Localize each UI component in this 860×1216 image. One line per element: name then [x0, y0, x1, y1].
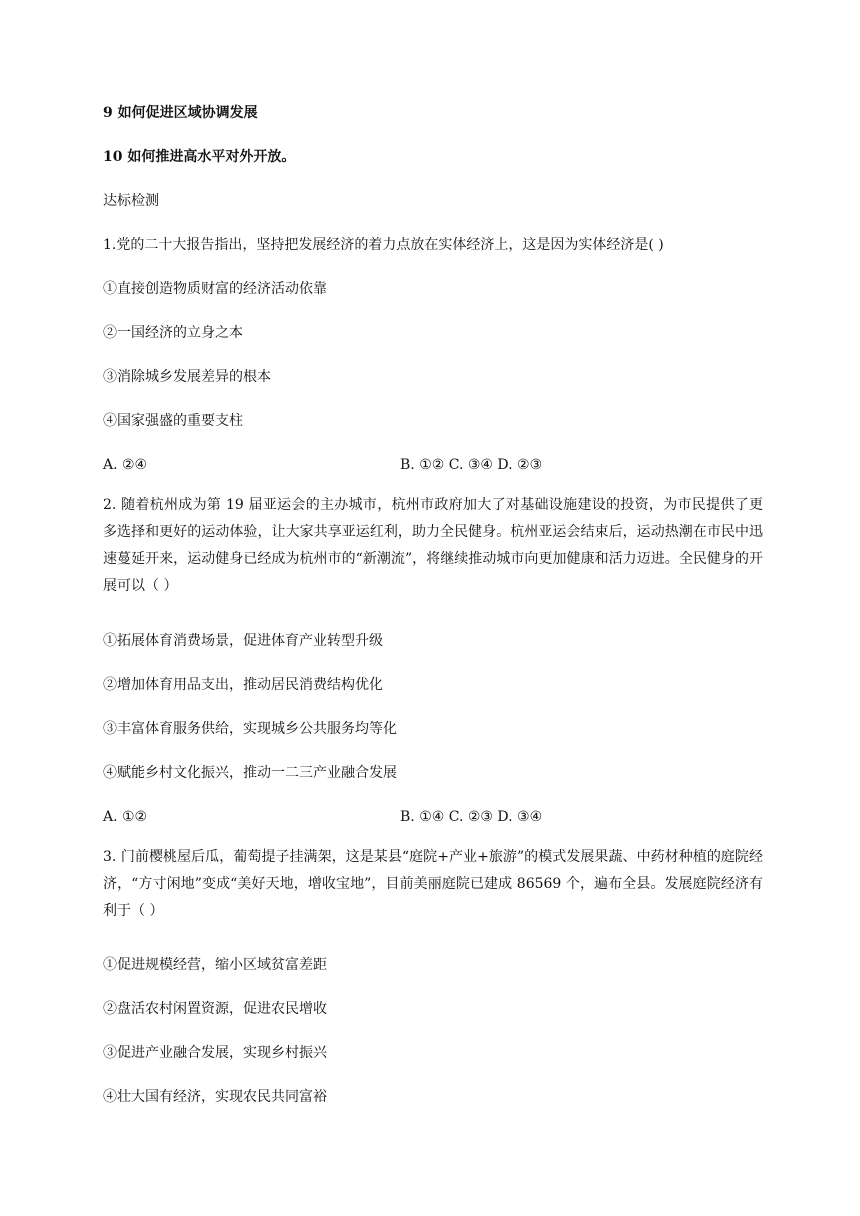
question-3-item: ③促进产业融合发展，实现乡村振兴 — [103, 1045, 327, 1061]
question-2-item: ③丰富体育服务供给，实现城乡公共服务均等化 — [103, 721, 397, 737]
question-2-stem: 2. 随着杭州成为第 19 届亚运会的主办城市，杭州市政府加大了对基础设施建设的投资，为市民提供了更多选择和更好的运动体验，让大家共享亚运红利，助力全民健身。杭州亚运会结束后，运动热潮在市民中迅速蔓延开来，运动健身已经成为杭州市的“新潮流”，将继续推动城市向更加健康和活力迈进。全民健身的开展可以（ ） — [103, 497, 763, 594]
question-1-options — [103, 455, 763, 475]
question-1-item: ①直接创造物质财富的经济活动依靠 — [103, 281, 327, 297]
question-3-stem: 3. 门前樱桃屋后瓜，葡萄提子挂满架，这是某县“庭院+产业+旅游”的模式发展果蔬、中药材种植的庭院经济，“方寸闲地”变成“美好天地，增收宝地”，目前美丽庭院已建成 86569 个，遍布全县。发展庭院经济有利于（ ） — [103, 849, 763, 919]
question-2-item: ①拓展体育消费场景，促进体育产业转型升级 — [103, 633, 383, 649]
question-1-item: ③消除城乡发展差异的根本 — [103, 369, 271, 385]
question-3-item: ①促进规模经营，缩小区域贫富差距 — [103, 957, 327, 973]
heading-10: 10 如何推进高水平对外开放。 — [103, 149, 296, 165]
question-2-options — [103, 807, 763, 827]
question-2-options-bcd: B. ①④ C. ②③ D. ③④ — [400, 809, 543, 825]
question-1-item: ④国家强盛的重要支柱 — [103, 413, 243, 429]
question-1-options-bcd: B. ①② C. ③④ D. ②③ — [400, 457, 543, 473]
question-3-item: ④壮大国有经济，实现农民共同富裕 — [103, 1089, 327, 1105]
heading-9: 9 如何促进区域协调发展 — [103, 105, 258, 121]
question-2-item: ④赋能乡村文化振兴，推动一二三产业融合发展 — [103, 765, 397, 781]
question-2-item: ②增加体育用品支出，推动居民消费结构优化 — [103, 677, 383, 693]
question-2-option-a: A. ①② — [103, 809, 148, 825]
question-1-option-a: A. ②④ — [103, 457, 148, 473]
section-label: 达标检测 — [103, 193, 159, 209]
question-1-stem: 1.党的二十大报告指出，坚持把发展经济的着力点放在实体经济上，这是因为实体经济是( ) — [103, 237, 664, 253]
question-1-item: ②一国经济的立身之本 — [103, 325, 243, 341]
question-3-item: ②盘活农村闲置资源，促进农民增收 — [103, 1001, 327, 1017]
